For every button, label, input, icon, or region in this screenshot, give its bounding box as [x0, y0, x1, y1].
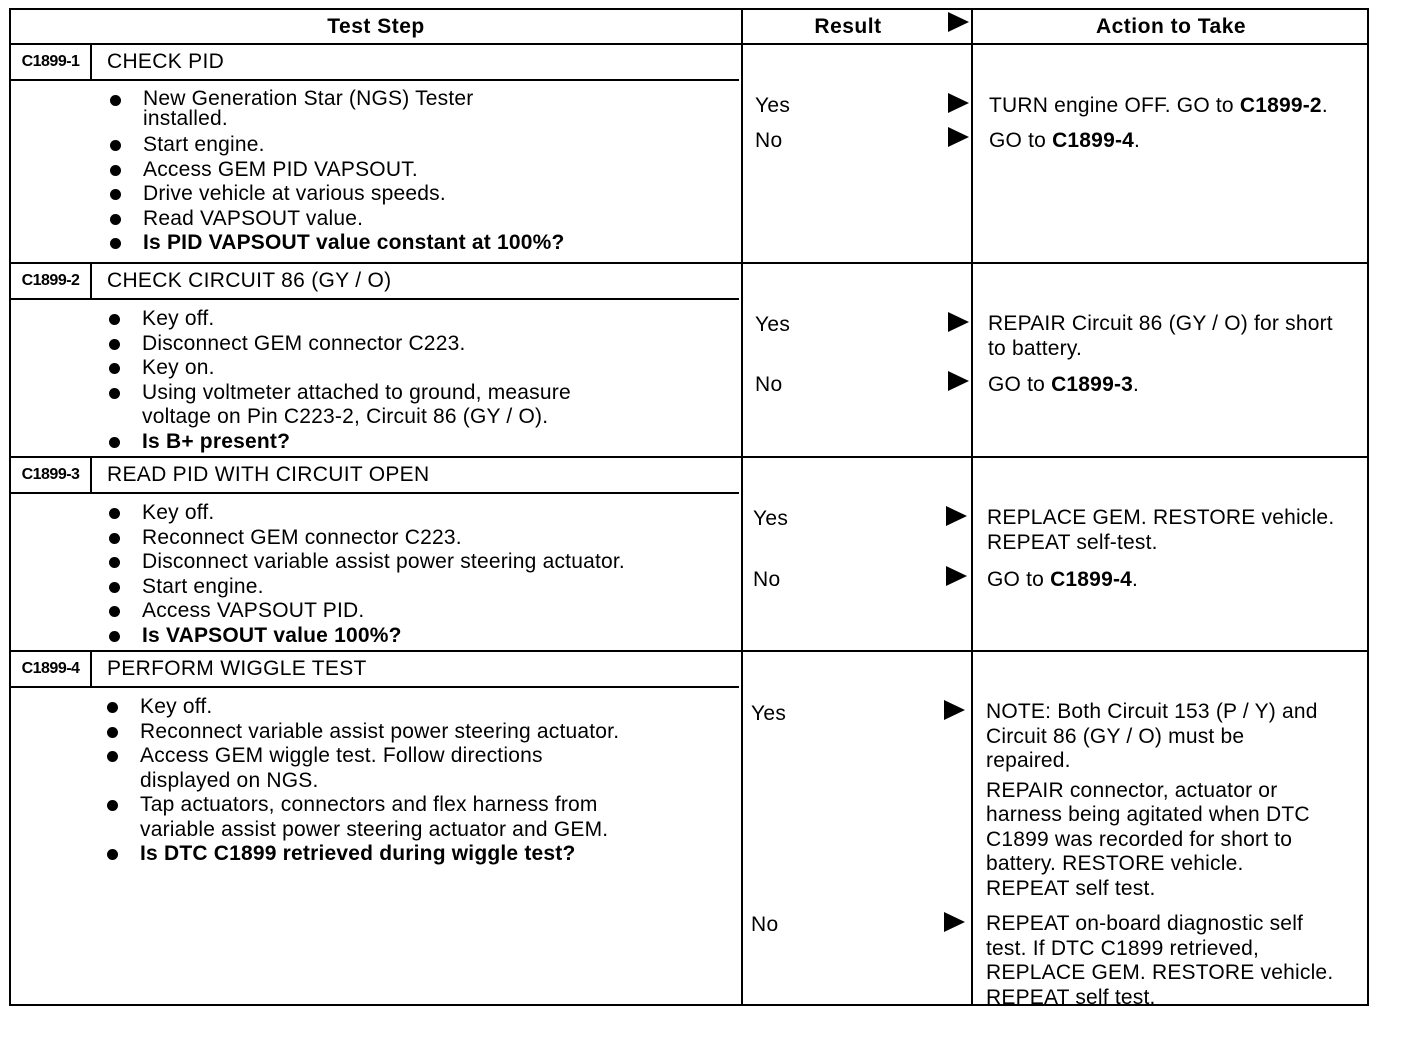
header-test-step: Test Step	[327, 15, 425, 38]
step-block-2	[11, 264, 1367, 456]
bullet-item: Key off.	[106, 307, 571, 332]
step-block-3	[11, 458, 1367, 650]
bullet-question: Is PID VAPSOUT value constant at 100%?	[107, 231, 565, 256]
step-bullet-list	[107, 88, 565, 256]
bullet-continuation: voltage on Pin C223-2, Circuit 86 (GY / O).	[142, 405, 549, 428]
bullet-item: Read VAPSOUT value.	[107, 207, 565, 232]
bullet-question: Is VAPSOUT value 100%?	[106, 624, 625, 649]
result-no: No	[755, 373, 783, 396]
result-arrow-icon	[948, 127, 969, 147]
bullet-item: Access VAPSOUT PID.	[106, 599, 625, 624]
action-no: GO to C1899-4.	[987, 568, 1139, 591]
result-arrow-icon	[948, 371, 969, 391]
step-block-4	[11, 652, 1367, 1009]
step-title-row	[11, 45, 739, 81]
action-no: GO to C1899-4.	[989, 129, 1141, 152]
step-title-row	[11, 264, 739, 300]
bullet-item: Disconnect GEM connector C223.	[106, 332, 571, 357]
bullet-item: Access GEM PID VAPSOUT.	[107, 158, 565, 183]
step-bullet-list	[104, 695, 619, 867]
bullet-item: Access GEM wiggle test. Follow directions	[104, 744, 619, 769]
action-no: GO to C1899-3.	[988, 373, 1140, 396]
step-id: C1899-1	[11, 45, 92, 79]
header-result: Result	[814, 15, 882, 38]
result-yes: Yes	[753, 507, 789, 530]
result-arrow-icon	[946, 566, 967, 586]
result-no: No	[751, 913, 779, 936]
action-no: REPEAT on-board diagnostic self test. If DTC C1899 retrieved, REPLACE GEM. RESTORE vehicle. REPEAT self test.	[986, 912, 1334, 1009]
bullet-item: Key on.	[106, 356, 571, 381]
bullet-continuation: displayed on NGS.	[140, 768, 319, 792]
step-title-row	[11, 652, 739, 688]
result-yes: Yes	[755, 94, 791, 117]
bullet-item: Tap actuators, connectors and flex harness from	[104, 793, 619, 818]
step-bullet-list	[106, 307, 571, 454]
result-yes: Yes	[751, 702, 787, 725]
step-bullet-list	[106, 501, 625, 648]
action-yes: NOTE: Both Circuit 153 (P / Y) and Circuit 86 (GY / O) must be repaired. REPAIR connector, actuator or harness being agitated when DTC C1899 was recorded for short to battery. RESTORE vehicle. REPEAT self test.	[986, 700, 1318, 900]
bullet-continuation: variable assist power steering actuator and GEM.	[140, 817, 609, 841]
bullet-item: Start engine.	[106, 575, 625, 600]
step-title: READ PID WITH CIRCUIT OPEN	[107, 463, 430, 486]
action-yes: TURN engine OFF. GO to C1899-2.	[989, 94, 1328, 117]
result-yes: Yes	[755, 313, 791, 336]
bullet-item: Key off.	[106, 501, 625, 526]
step-block-1	[11, 45, 1367, 261]
step-id: C1899-3	[11, 458, 92, 492]
bullet-question: Is B+ present?	[106, 430, 571, 455]
result-no: No	[753, 568, 781, 591]
step-title-row	[11, 458, 739, 494]
bullet-item: New Generation Star (NGS) Tester	[107, 88, 565, 110]
bullet-item: Key off.	[104, 695, 619, 720]
step-id: C1899-2	[11, 264, 92, 298]
result-arrow-icon	[946, 506, 967, 526]
step-title: PERFORM WIGGLE TEST	[107, 657, 367, 680]
bullet-item: Start engine.	[107, 133, 565, 158]
bullet-continuation: installed.	[143, 107, 228, 130]
result-arrow-icon	[944, 700, 965, 720]
header-arrow-icon	[948, 12, 969, 32]
bullet-item: Reconnect variable assist power steering actuator.	[104, 720, 619, 745]
step-id: C1899-4	[11, 652, 92, 686]
bullet-item: Drive vehicle at various speeds.	[107, 182, 565, 207]
step-title: CHECK PID	[107, 50, 225, 73]
action-yes: REPAIR Circuit 86 (GY / O) for short to battery.	[988, 312, 1333, 360]
header-action: Action to Take	[1095, 15, 1247, 38]
bullet-question: Is DTC C1899 retrieved during wiggle test?	[104, 842, 619, 867]
diagnostic-table	[9, 8, 1369, 1009]
bullet-item: Disconnect variable assist power steering actuator.	[106, 550, 625, 575]
bullet-item: Using voltmeter attached to ground, measure	[106, 381, 571, 406]
result-arrow-icon	[944, 912, 965, 932]
result-arrow-icon	[948, 312, 969, 332]
step-title: CHECK CIRCUIT 86 (GY / O)	[107, 269, 392, 292]
result-arrow-icon	[948, 93, 969, 113]
result-no: No	[755, 129, 783, 152]
action-yes: REPLACE GEM. RESTORE vehicle. REPEAT self-test.	[987, 506, 1335, 554]
bullet-item: Reconnect GEM connector C223.	[106, 526, 625, 551]
